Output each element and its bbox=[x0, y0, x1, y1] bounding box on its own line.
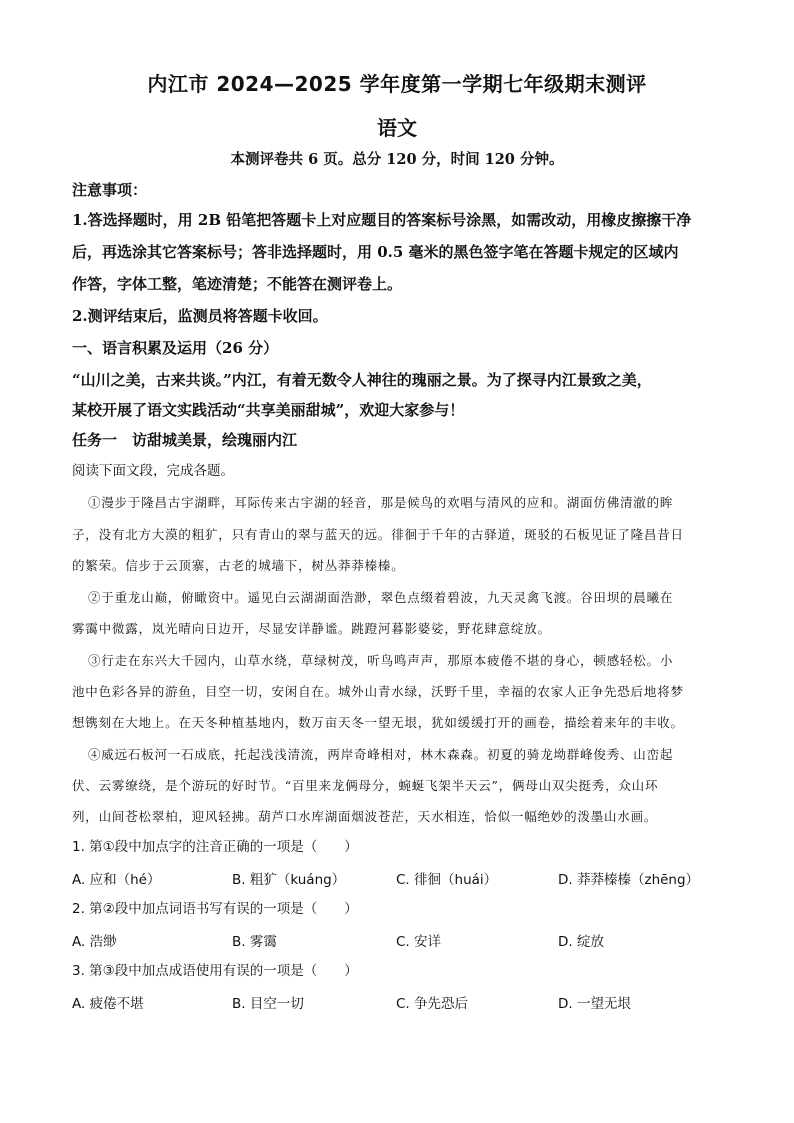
section-intro-line1: “山川之美，古来共谈。”内江，有着无数令人神往的瑰丽之景。为了探寻内江景致之美， bbox=[72, 371, 652, 389]
option-d: D. 一望无垠 bbox=[558, 996, 631, 1012]
notice-item2: 2.测评结束后，监测员将答题卡收回。 bbox=[72, 307, 328, 325]
task-heading: 任务一 访甜城美景，绘瑰丽内江 bbox=[72, 431, 298, 449]
exam-info: 本测评卷共 6 页。总分 120 分，时间 120 分钟。 bbox=[230, 151, 564, 168]
notice-item1-line2: 后，再选涂其它答案标号；答非选择题时，用 0.5 毫米的黑色签字笔在答题卡规定的区域内 bbox=[72, 243, 679, 261]
passage-line: 伏、云雾缭绕，是个游玩的好时节。“百里来龙俩母分，蜿蜒飞架半天云”，俩母山双尖挺秀，众山环 bbox=[72, 778, 659, 793]
option-c: C. 争先恐后 bbox=[396, 996, 469, 1012]
passage-line: ②于重龙山巅，俯瞰资中。遥见白云湖湖面浩渺，翠色点缀着碧波，九天灵禽飞渡。谷田坝的晨曦在 bbox=[88, 590, 674, 605]
passage-line: 列，山间苍松翠柏，迎风轻拂。葫芦口水库湖面烟波苍茫，天水相连，恰似一幅绝妙的泼墨山水画。 bbox=[72, 809, 658, 824]
passage-line: 池中色彩各异的游鱼，目空一切，安闲自在。城外山青水绿，沃野千里，幸福的农家人正争先恐后地将梦 bbox=[72, 684, 684, 699]
option-d: D. 莽莽榛榛（zhēng） bbox=[558, 872, 700, 888]
passage-line: ③行走在东兴大千园内，山草水绕，草绿树茂，听鸟鸣声声，那原本疲倦不堪的身心，顿感轻松。小 bbox=[88, 653, 674, 668]
option-a: A. 疲倦不堪 bbox=[72, 996, 144, 1012]
question-stem: 2. 第②段中加点词语书写有误的一项是（ ） bbox=[72, 901, 358, 917]
notice-item1-line3: 作答，字体工整，笔迹清楚；不能答在测评卷上。 bbox=[72, 275, 403, 293]
passage-line: ④威远石板河一石成底，托起浅浅清流，两岸奇峰相对，林木森森。初夏的骑龙坳群峰俊秀、山峦起 bbox=[88, 747, 674, 762]
section-intro-line2: 某校开展了语文实践活动“共享美丽甜城”，欢迎大家参与！ bbox=[72, 401, 465, 419]
passage-line: 的繁荣。信步于云顶寨，古老的城墙下，树丛莽莽榛榛。 bbox=[72, 558, 405, 573]
passage-line: 想镌刻在大地上。在天冬种植基地内，数万亩天冬一望无垠，犹如缓缓打开的画卷，描绘着来年的丰收。 bbox=[72, 715, 684, 730]
option-b: B. 雾霭 bbox=[232, 934, 277, 950]
passage-line: ①漫步于隆昌古宇湖畔，耳际传来古宇湖的轻音，那是候鸟的欢唱与清风的应和。湖面仿佛清澈的眸 bbox=[88, 495, 674, 510]
option-b: B. 目空一切 bbox=[232, 996, 304, 1012]
option-a: A. 浩缈 bbox=[72, 934, 117, 950]
option-d: D. 绽放 bbox=[558, 934, 604, 950]
option-b: B. 粗犷（kuáng） bbox=[232, 872, 346, 888]
option-c: C. 徘徊（huái） bbox=[396, 872, 498, 888]
section-heading: 一、语言积累及运用（26 分） bbox=[72, 339, 279, 357]
passage-line: 子，没有北方大漠的粗犷，只有青山的翠与蓝天的远。徘徊于千年的古驿道，斑驳的石板见证了隆昌昔日 bbox=[72, 527, 684, 542]
question-stem: 3. 第③段中加点成语使用有误的一项是（ ） bbox=[72, 963, 358, 979]
subject-title: 语文 bbox=[377, 116, 417, 140]
passage-line: 雾霭中微露，岚光晴向日边开，尽显安详静谧。跳蹬河暮影婆娑，野花肆意绽放。 bbox=[72, 621, 551, 636]
notice-heading: 注意事项： bbox=[72, 181, 148, 199]
question-stem: 1. 第①段中加点字的注音正确的一项是（ ） bbox=[72, 839, 358, 855]
option-a: A. 应和（hé） bbox=[72, 872, 161, 888]
read-prompt: 阅读下面文段，完成各题。 bbox=[72, 463, 234, 479]
option-c: C. 安详 bbox=[396, 934, 442, 950]
notice-item1-line1: 1.答选择题时，用 2B 铅笔把答题卡上对应题目的答案标号涂黑，如需改动，用橡皮擦擦干净 bbox=[72, 211, 692, 229]
exam-title: 内江市 2024—2025 学年度第一学期七年级期末测评 bbox=[147, 72, 647, 96]
